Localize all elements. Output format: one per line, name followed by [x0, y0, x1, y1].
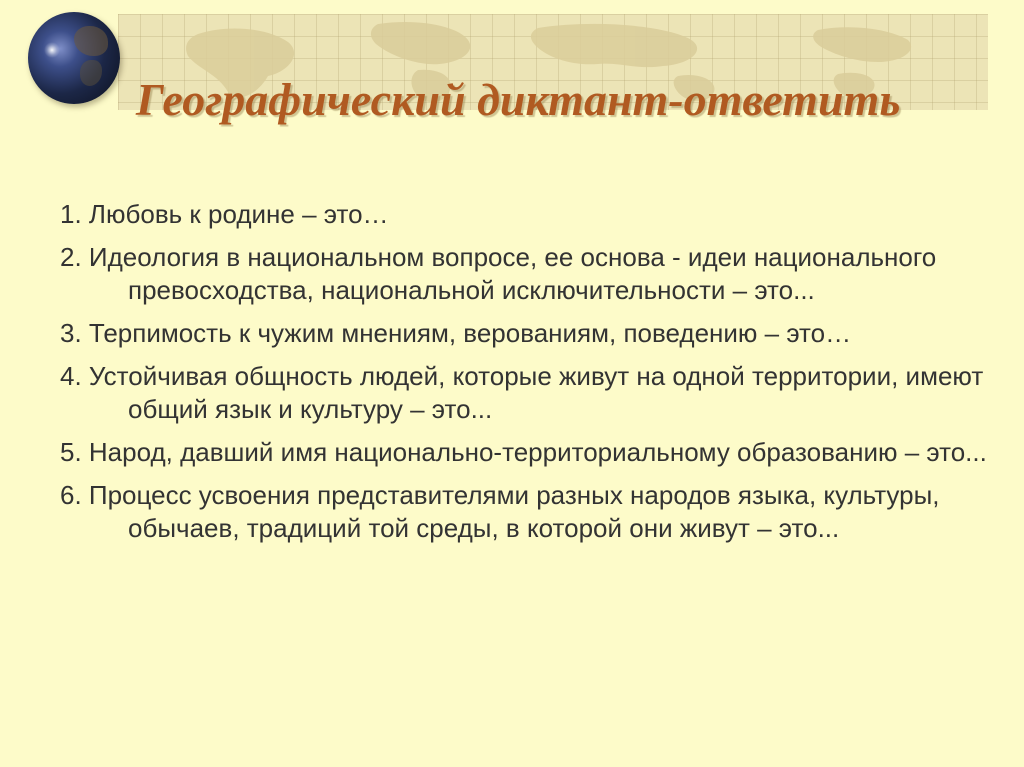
question-list	[60, 198, 990, 555]
list-item: 2. Идеология в национальном вопросе, ее основа - идеи национального превосходства, национальной исключительности – это...	[60, 242, 937, 305]
globe-icon	[28, 12, 120, 104]
list-item: 4. Устойчивая общность людей, которые живут на одной территории, имеют общий язык и культуру – это...	[60, 361, 984, 424]
list-item: 3. Терпимость к чужим мнениям, верованиям, поведению – это…	[60, 318, 852, 348]
list-item: 1. Любовь к родине – это…	[60, 199, 389, 229]
slide-title: Географический диктант-ответить	[136, 74, 901, 125]
list-item: 5. Народ, давший имя национально-территориальному образованию – это...	[60, 437, 987, 467]
list-item: 6. Процесс усвоения представителями разных народов языка, культуры, обычаев, традиций той среды, в которой они живут – это...	[60, 480, 940, 543]
